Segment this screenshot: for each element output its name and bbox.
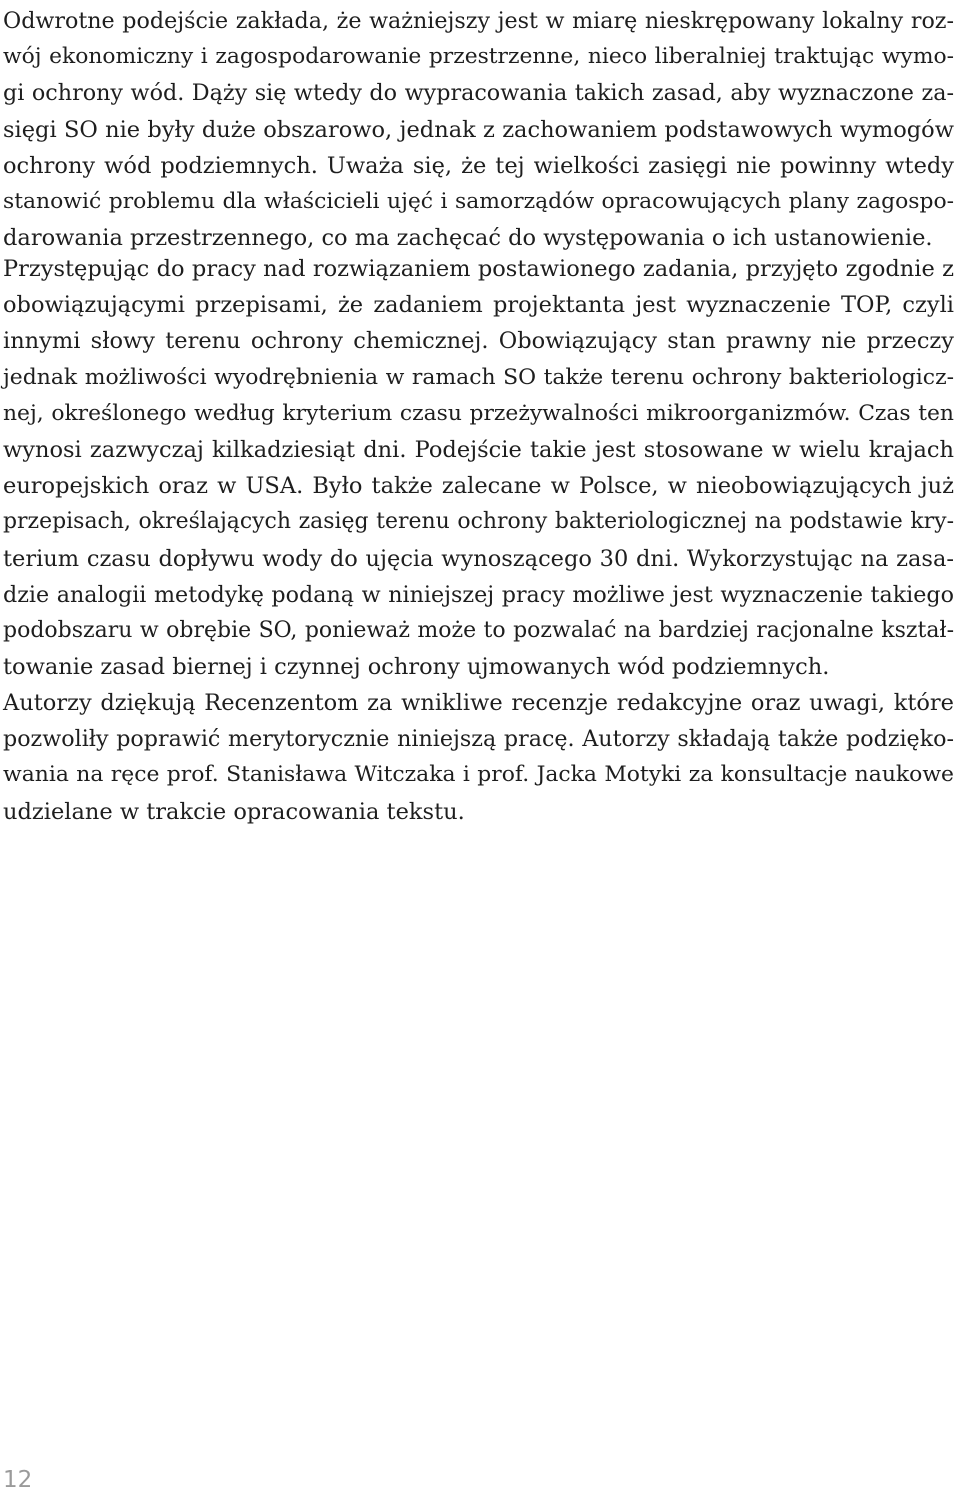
paragraph-line: stanowić problemu dla właścicieli ujęć i samorządów opracowujących plany zagospo- [3, 188, 954, 214]
paragraph-line: dzie analogii metodykę podaną w niniejszej pracy możliwe jest wyznaczenie takiego [3, 581, 954, 608]
paragraph-line: wania na ręce prof. Stanisława Witczaka i prof. Jacka Motyki za konsultacje naukowe [3, 762, 954, 788]
paragraph-line: towanie zasad biernej i czynnej ochrony ujmowanych wód podziemnych. [3, 654, 830, 681]
paragraph-line: sięgi SO nie były duże obszarowo, jednak z zachowaniem podstawowych wymogów [3, 116, 954, 143]
paragraph-line: gi ochrony wód. Dąży się wtedy do wypracowania takich zasad, aby wyznaczone za- [3, 80, 954, 107]
paragraph-line: europejskich oraz w USA. Było także zalecane w Polsce, w nieobowiązujących już [3, 473, 954, 500]
paragraph-1 [3, 3, 954, 256]
paragraph-line: Odwrotne podejście zakłada, że ważniejszy jest w miarę nieskrępowany lokalny roz- [3, 8, 954, 34]
paragraph-line: przepisach, określających zasięg terenu ochrony bakteriologicznej na podstawie kry- [3, 509, 954, 535]
paragraph-line: wój ekonomiczny i zagospodarowanie przestrzenne, nieco liberalniej traktując wymo- [3, 44, 954, 70]
paragraph-line: terium czasu dopływu wody do ujęcia wynoszącego 30 dni. Wykorzystując na zasa- [3, 545, 954, 572]
paragraph-line: innymi słowy terenu ochrony chemicznej. Obowiązujący stan prawny nie przeczy [3, 328, 954, 355]
paragraph-line: ochrony wód podziemnych. Uważa się, że tej wielkości zasięgi nie powinny wtedy [3, 152, 954, 179]
paragraph-line: Przystępując do pracy nad rozwiązaniem postawionego zadania, przyjęto zgodnie z [3, 256, 954, 282]
paragraph-line: Autorzy dziękują Recenzentom za wnikliwe recenzje redakcyjne oraz uwagi, które [3, 690, 954, 716]
paragraph-line: obowiązującymi przepisami, że zadaniem projektanta jest wyznaczenie TOP, czyli [3, 292, 954, 319]
paragraph-3 [3, 685, 954, 830]
page-number: 12 [3, 1467, 33, 1493]
paragraph-line: wynosi zazwyczaj kilkadziesiąt dni. Podejście takie jest stosowane w wielu krajach [3, 436, 954, 463]
paragraph-line: darowania przestrzennego, co ma zachęcać do występowania o ich ustanowienie. [3, 225, 933, 252]
paragraph-2 [3, 251, 954, 685]
paragraph-line: udzielane w trakcie opracowania tekstu. [3, 798, 465, 825]
paragraph-line: jednak możliwości wyodrębnienia w ramach SO także terenu ochrony bakteriologicz- [3, 364, 954, 390]
paragraph-line: pozwoliły poprawić merytorycznie niniejszą pracę. Autorzy składają także podzięko- [3, 726, 954, 753]
paragraph-line: nej, określonego według kryterium czasu przeżywalności mikroorganizmów. Czas ten [3, 400, 954, 426]
paragraph-line: podobszaru w obrębie SO, ponieważ może to pozwalać na bardziej racjonalne kształ- [3, 617, 954, 643]
